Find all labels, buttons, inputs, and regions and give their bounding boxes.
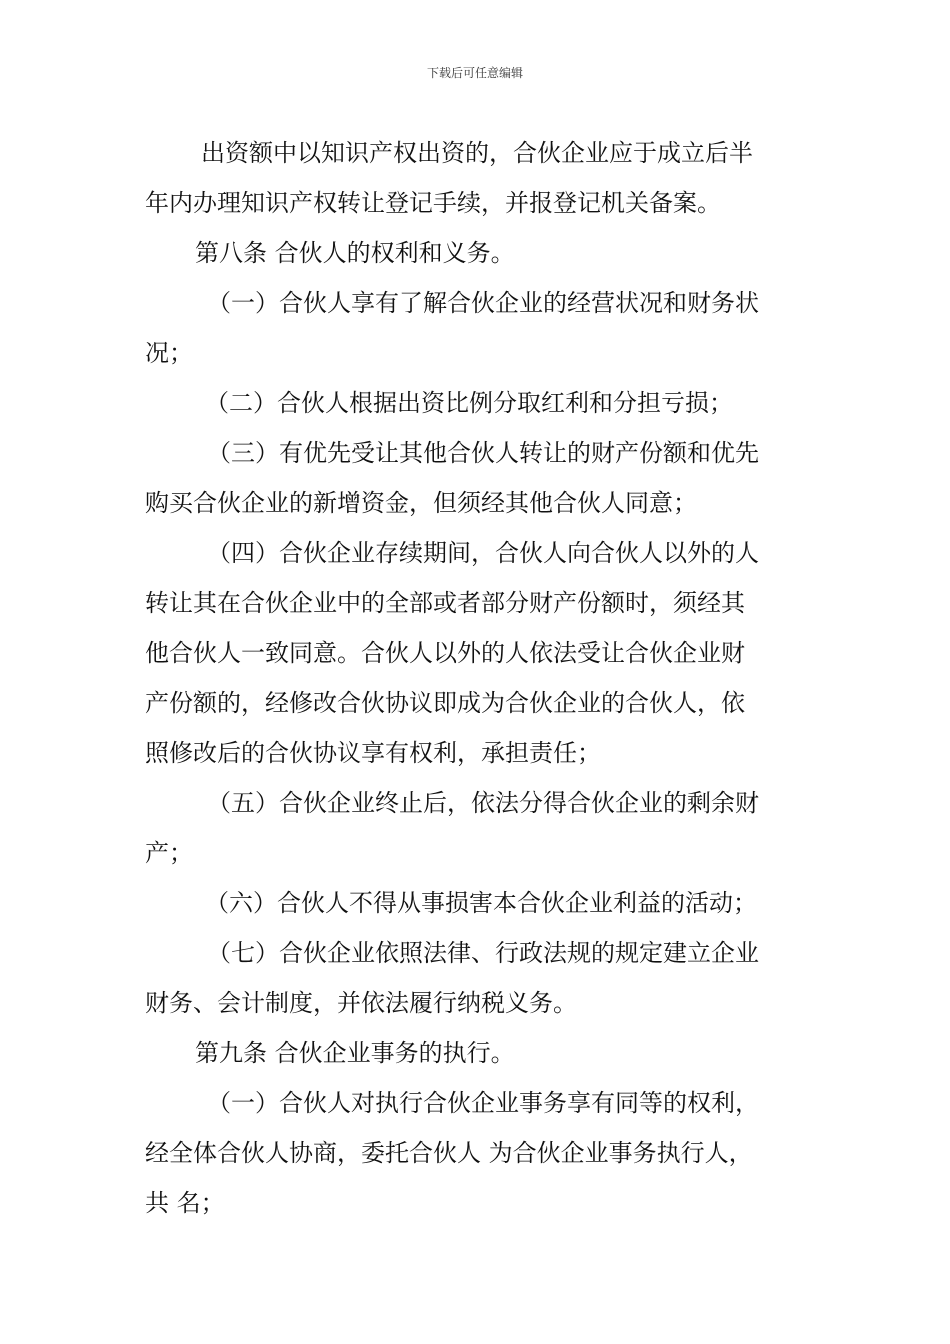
paragraph-line: （三）有优先受让其他合伙人转让的财产份额和优先 bbox=[207, 439, 759, 467]
paragraph-line: 出资额中以知识产权出资的，合伙企业应于成立后半 bbox=[201, 139, 753, 167]
document-body bbox=[145, 128, 813, 1228]
page-header: 下载后可任意编辑 bbox=[426, 66, 523, 80]
paragraph-line: （四）合伙企业存续期间，合伙人向合伙人以外的人 bbox=[207, 539, 759, 567]
paragraph-line: （一）合伙人对执行合伙企业事务享有同等的权利， bbox=[207, 1089, 759, 1117]
paragraph-line: 共 名； bbox=[145, 1189, 225, 1217]
paragraph-line: 照修改后的合伙协议享有权利，承担责任； bbox=[145, 739, 601, 767]
paragraph-line: 产份额的，经修改合伙协议即成为合伙企业的合伙人，依 bbox=[145, 689, 745, 717]
paragraph-line: 他合伙人一致同意。合伙人以外的人依法受让合伙企业财 bbox=[145, 639, 745, 667]
paragraph-line: （六）合伙人不得从事损害本合伙企业利益的活动； bbox=[205, 889, 757, 917]
article-heading: 第九条 合伙企业事务的执行。 bbox=[195, 1039, 515, 1067]
paragraph-line: 况； bbox=[145, 339, 193, 367]
paragraph-line: （一）合伙人享有了解合伙企业的经营状况和财务状 bbox=[207, 289, 759, 317]
paragraph-line: 购买合伙企业的新增资金，但须经其他合伙人同意； bbox=[145, 489, 697, 517]
paragraph-line: （五）合伙企业终止后，依法分得合伙企业的剩余财 bbox=[207, 789, 759, 817]
paragraph-line: 财务、会计制度，并依法履行纳税义务。 bbox=[145, 989, 577, 1017]
paragraph-line: 经全体合伙人协商，委托合伙人 为合伙企业事务执行人， bbox=[145, 1139, 753, 1167]
paragraph-line: 转让其在合伙企业中的全部或者部分财产份额时，须经其 bbox=[145, 589, 745, 617]
paragraph-line: （二）合伙人根据出资比例分取红利和分担亏损； bbox=[205, 389, 733, 417]
paragraph-line: 年内办理知识产权转让登记手续，并报登记机关备案。 bbox=[145, 189, 721, 217]
paragraph-line: （七）合伙企业依照法律、行政法规的规定建立企业 bbox=[207, 939, 759, 967]
article-heading: 第八条 合伙人的权利和义务。 bbox=[195, 239, 515, 267]
paragraph-line: 产； bbox=[145, 839, 193, 867]
